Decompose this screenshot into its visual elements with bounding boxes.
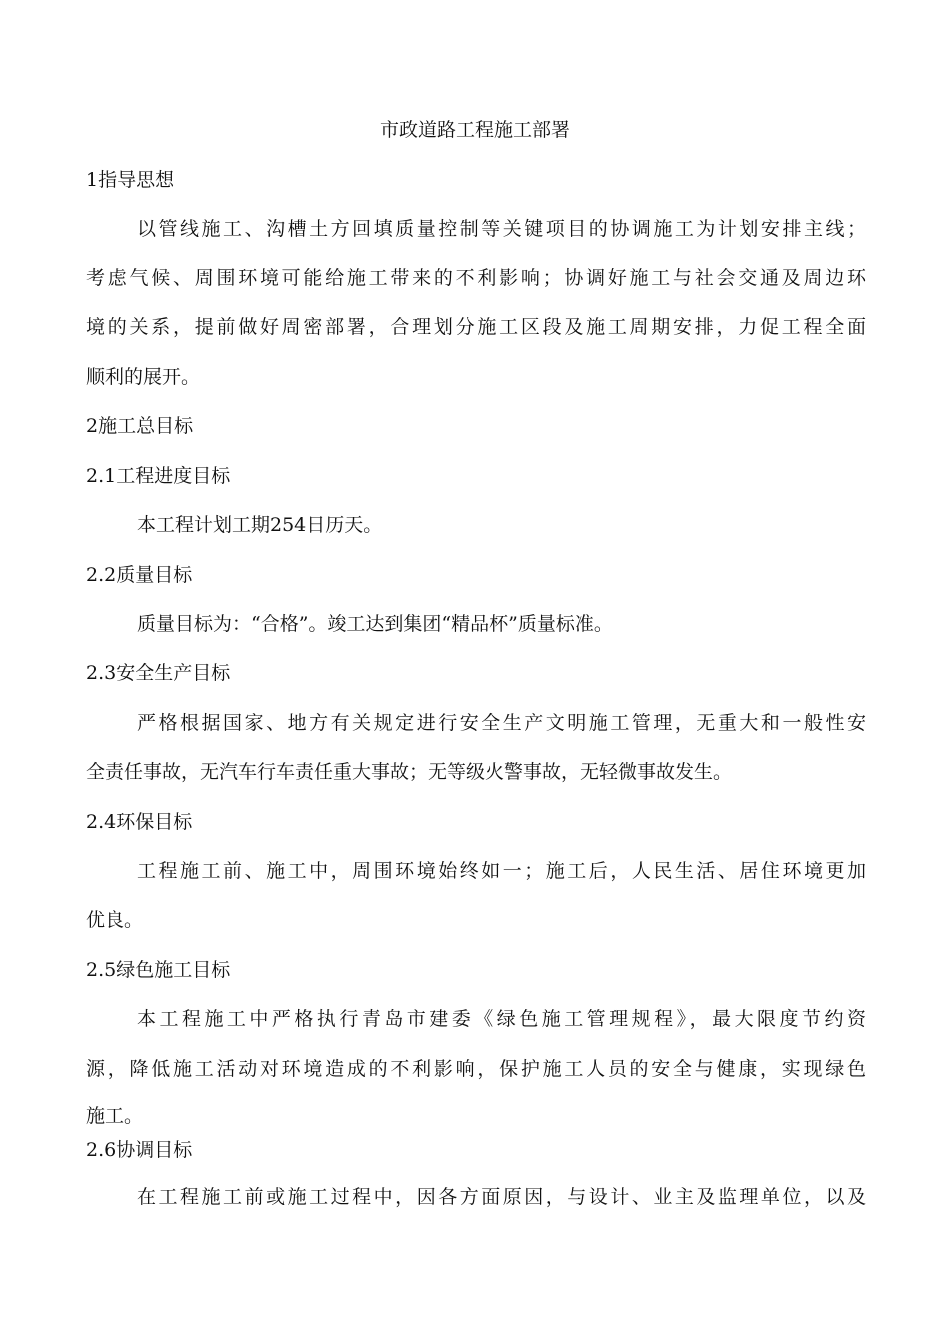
heading-2-6: 2.6协调目标 — [86, 1139, 193, 1161]
heading-1: 1指导思想 — [86, 169, 175, 191]
paragraph-line: 严格根据国家、地方有关规定进行安全生产文明施工管理，无重大和一般性安 — [137, 712, 866, 734]
heading-2-2: 2.2质量目标 — [86, 564, 193, 586]
paragraph-line: 质量目标为：“合格”。竣工达到集团“精品杯”质量标准。 — [137, 613, 613, 635]
paragraph-line: 考虑气候、周围环境可能给施工带来的不利影响；协调好施工与社会交通及周边环 — [86, 267, 866, 289]
paragraph-line: 以管线施工、沟槽土方回填质量控制等关键项目的协调施工为计划安排主线； — [137, 218, 866, 240]
paragraph-line: 工程施工前、施工中，周围环境始终如一；施工后，人民生活、居住环境更加 — [137, 860, 866, 882]
paragraph-line: 境的关系，提前做好周密部署，合理划分施工区段及施工周期安排，力促工程全面 — [86, 316, 866, 338]
paragraph-line: 顺利的展开。 — [86, 366, 201, 388]
heading-2-5: 2.5绿色施工目标 — [86, 959, 231, 981]
document-title: 市政道路工程施工部署 — [379, 119, 570, 141]
heading-2-1: 2.1工程进度目标 — [86, 465, 231, 487]
paragraph-line: 本工程施工中严格执行青岛市建委《绿色施工管理规程》，最大限度节约资 — [137, 1008, 866, 1030]
heading-2-3: 2.3安全生产目标 — [86, 662, 231, 684]
heading-2: 2施工总目标 — [86, 415, 194, 437]
paragraph-line: 优良。 — [86, 909, 144, 931]
paragraph-line: 在工程施工前或施工过程中，因各方面原因，与设计、业主及监理单位，以及 — [137, 1186, 866, 1208]
paragraph-line: 源，降低施工活动对环境造成的不利影响，保护施工人员的安全与健康，实现绿色 — [86, 1058, 866, 1080]
paragraph-line: 本工程计划工期254日历天。 — [137, 514, 383, 536]
paragraph-line: 全责任事故，无汽车行车责任重大事故；无等级火警事故，无轻微事故发生。 — [86, 761, 733, 783]
heading-2-4: 2.4环保目标 — [86, 811, 193, 833]
paragraph-line: 施工。 — [86, 1105, 144, 1127]
